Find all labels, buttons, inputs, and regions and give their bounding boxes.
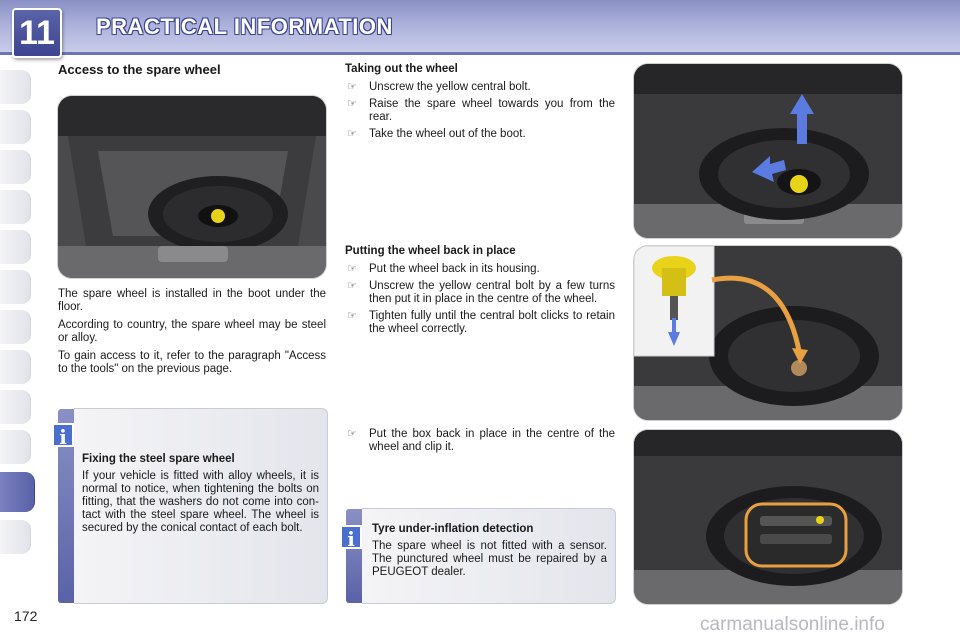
info-box-tyre-inflation — [347, 508, 616, 604]
box-step-section — [345, 428, 615, 458]
chapter-tab-strip — [0, 60, 34, 580]
info-box-title: Fixing the steel spare wheel — [82, 453, 235, 465]
taking-out-section — [345, 63, 615, 145]
intro-paragraph: The spare wheel is installed in the boot under the floor. — [58, 288, 326, 313]
list-item — [345, 428, 615, 454]
list-item — [345, 263, 615, 276]
step-list — [345, 428, 615, 454]
pointing-hand-icon: ☞ — [347, 280, 357, 292]
list-item — [345, 310, 615, 336]
spare-wheel-removal-photo — [634, 64, 902, 238]
list-item — [345, 128, 615, 141]
chapter-tab[interactable] — [0, 430, 31, 464]
pointing-hand-icon: ☞ — [347, 128, 357, 140]
step-text: Unscrew the yellow central bolt. — [369, 81, 531, 93]
intro-paragraph: According to country, the spare wheel may be steel or alloy. — [58, 319, 326, 344]
chapter-tab[interactable] — [0, 190, 31, 224]
putting-back-section — [345, 245, 615, 340]
tool-box-in-wheel-photo — [634, 430, 902, 604]
section-title: Access to the spare wheel — [58, 62, 221, 77]
watermark: carmanualsonline.info — [700, 614, 885, 635]
sub-heading: Taking out the wheel — [345, 63, 458, 75]
pointing-hand-icon: ☞ — [347, 310, 357, 322]
info-icon: i — [52, 423, 74, 447]
intro-paragraph: To gain access to it, refer to the paragraph "Access to the tools" on the previous page. — [58, 350, 326, 375]
spare-wheel-refit-photo — [634, 246, 902, 420]
info-box-title: Tyre under-inflation detection — [372, 523, 534, 535]
list-item — [345, 81, 615, 94]
page-number: 172 — [14, 608, 38, 624]
info-bar — [346, 509, 362, 603]
intro-text — [58, 288, 326, 381]
list-item — [345, 280, 615, 306]
chapter-tab[interactable] — [0, 150, 31, 184]
step-text: Unscrew the yellow central bolt by a few turns then put it in place in the centre of the wheel. — [369, 280, 615, 305]
chapter-tab[interactable] — [0, 70, 31, 104]
chapter-tab[interactable] — [0, 310, 31, 344]
list-item — [345, 98, 615, 124]
pointing-hand-icon: ☞ — [347, 428, 357, 440]
info-box-text: The spare wheel is not fitted with a sensor. The punctured wheel must be repaired by a PEUGEOT dealer. — [372, 540, 607, 578]
chapter-tab[interactable] — [0, 270, 31, 304]
step-text: Raise the spare wheel towards you from the rear. — [369, 98, 615, 123]
chapter-tab[interactable] — [0, 230, 31, 264]
chapter-tab[interactable] — [0, 350, 31, 384]
page-title: PRACTICAL INFORMATION — [96, 14, 393, 39]
pointing-hand-icon: ☞ — [347, 98, 357, 110]
info-icon: i — [340, 525, 362, 549]
pointing-hand-icon: ☞ — [347, 81, 357, 93]
step-text: Put the wheel back in its housing. — [369, 263, 540, 275]
chapter-badge: 11 — [12, 8, 62, 58]
chapter-tab[interactable] — [0, 390, 31, 424]
boot-spare-wheel-photo — [58, 96, 326, 278]
step-text: Put the box back in place in the centre of the wheel and clip it. — [369, 428, 615, 453]
chapter-tab[interactable] — [0, 520, 31, 554]
info-box-text: If your vehicle is fitted with alloy wheels, it is normal to notice, when tightening the bolts on fitting, that the washers do not come into con-tact with the steel spare wheel. The wheel is secured by the conical contact of each bolt. — [82, 470, 319, 534]
chapter-tab[interactable] — [0, 110, 31, 144]
sub-heading: Putting the wheel back in place — [345, 245, 516, 257]
pointing-hand-icon: ☞ — [347, 263, 357, 275]
chapter-tab-active[interactable] — [0, 472, 35, 512]
step-text: Take the wheel out of the boot. — [369, 128, 526, 140]
header-divider — [0, 52, 960, 55]
step-list — [345, 81, 615, 141]
step-text: Tighten fully until the central bolt clicks to retain the wheel correctly. — [369, 310, 615, 335]
step-list — [345, 263, 615, 336]
info-box-steel-wheel — [59, 408, 328, 604]
